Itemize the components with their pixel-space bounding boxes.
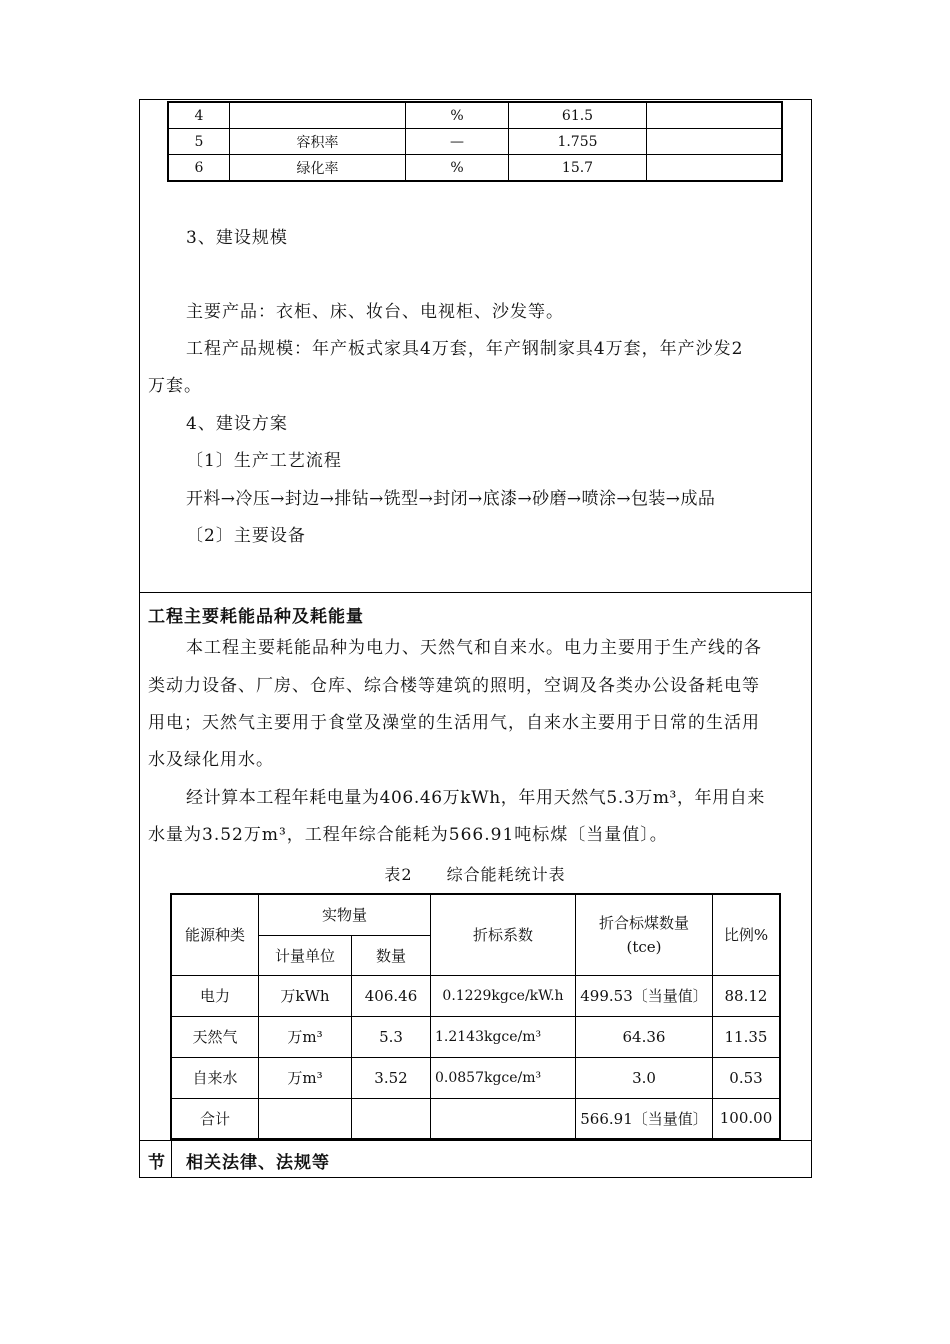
energy-p1-line1: 本工程主要耗能品种为电力、天然气和自来水。电力主要用于生产线的各 <box>186 638 762 658</box>
header-energy-type: 能源种类 <box>171 894 259 975</box>
cell-ratio: 100.00 <box>713 1098 781 1139</box>
cell-no: 6 <box>168 155 230 182</box>
outer-border-bottom <box>139 1177 812 1178</box>
energy-p2-line2: 水量为3.52万m³，工程年综合能耗为566.91吨标煤〔当量值〕。 <box>148 825 668 845</box>
cell-note <box>647 129 783 155</box>
cell-factor: 0.0857kgce/m³ <box>431 1057 576 1098</box>
header-physical: 实物量 <box>259 894 431 935</box>
equipment-title: 〔2〕主要设备 <box>186 526 306 546</box>
cell-factor <box>431 1098 576 1139</box>
section-divider <box>139 592 812 593</box>
header-tce: 折合标煤数量 (tce) <box>576 894 713 975</box>
cell-unit: % <box>406 102 509 129</box>
cell-quantity: 5.3 <box>352 1016 431 1057</box>
energy-p1-line2: 类动力设备、厂房、仓库、综合楼等建筑的照明，空调及各类办公设备耗电等 <box>148 676 760 696</box>
energy-heading: 工程主要耗能品种及耗能量 <box>148 607 364 627</box>
cell-quantity: 406.46 <box>352 975 431 1016</box>
energy-p1-line3: 用电；天然气主要用于食堂及澡堂的生活用气，自来水主要用于日常的生活用 <box>148 713 760 733</box>
table-row <box>168 129 782 155</box>
header-factor: 折标系数 <box>431 894 576 975</box>
cell-factor: 1.2143kgce/m³ <box>431 1016 576 1057</box>
cell-tce: 566.91〔当量值〕 <box>576 1098 713 1139</box>
outer-border-right <box>811 99 812 1178</box>
scale-line1: 工程产品规模：年产板式家具4万套，年产钢制家具4万套，年产沙发2 <box>186 339 744 359</box>
cell-tce: 3.0 <box>576 1057 713 1098</box>
table-row <box>171 1057 780 1098</box>
process-flow-title: 〔1〕生产工艺流程 <box>186 451 342 471</box>
table2-caption: 表2 综合能耗统计表 <box>384 865 566 884</box>
cell-value: 61.5 <box>509 102 647 129</box>
cell-factor: 0.1229kgce/kW.h <box>431 975 576 1016</box>
cell-unit: 万m³ <box>259 1057 352 1098</box>
cell-quantity: 3.52 <box>352 1057 431 1098</box>
cell-note <box>647 155 783 182</box>
cell-name <box>230 102 406 129</box>
cell-tce: 499.53〔当量值〕 <box>576 975 713 1016</box>
cell-unit: 万m³ <box>259 1016 352 1057</box>
section3-title: 3、建设规模 <box>186 228 288 248</box>
header-quantity: 数量 <box>352 935 431 975</box>
scale-line2: 万套。 <box>148 376 202 396</box>
outer-border-left <box>139 99 140 1178</box>
table-row <box>171 1016 780 1057</box>
outer-border-top <box>139 99 812 100</box>
table-row <box>171 1098 780 1139</box>
footer-left-label: 节 <box>148 1153 166 1173</box>
cell-ratio: 0.53 <box>713 1057 781 1098</box>
cell-type: 电力 <box>171 975 259 1016</box>
cell-type: 自来水 <box>171 1057 259 1098</box>
table-row <box>168 155 782 182</box>
cell-unit: 万kWh <box>259 975 352 1016</box>
energy-consumption-table <box>170 893 781 1140</box>
cell-type: 合计 <box>171 1098 259 1139</box>
table-row <box>171 975 780 1016</box>
table-row <box>168 102 782 129</box>
cell-name: 容积率 <box>230 129 406 155</box>
footer-divider <box>139 1140 812 1141</box>
cell-value: 15.7 <box>509 155 647 182</box>
cell-quantity <box>352 1098 431 1139</box>
main-products: 主要产品：衣柜、床、妆台、电视柜、沙发等。 <box>186 302 564 322</box>
footer-column-divider <box>171 1140 172 1178</box>
indicators-table <box>167 101 783 182</box>
cell-no: 5 <box>168 129 230 155</box>
cell-ratio: 88.12 <box>713 975 781 1016</box>
cell-note <box>647 102 783 129</box>
cell-tce: 64.36 <box>576 1016 713 1057</box>
cell-unit: — <box>406 129 509 155</box>
process-flow: 开料→冷压→封边→排钻→铣型→封闭→底漆→砂磨→喷涂→包装→成品 <box>186 489 716 509</box>
energy-p2-line1: 经计算本工程年耗电量为406.46万kWh，年用天然气5.3万m³，年用自来 <box>186 788 765 808</box>
cell-unit <box>259 1098 352 1139</box>
header-unit: 计量单位 <box>259 935 352 975</box>
cell-no: 4 <box>168 102 230 129</box>
section4-title: 4、建设方案 <box>186 414 288 434</box>
cell-unit: % <box>406 155 509 182</box>
header-ratio: 比例% <box>713 894 781 975</box>
cell-name: 绿化率 <box>230 155 406 182</box>
footer-title: 相关法律、法规等 <box>186 1153 330 1173</box>
cell-ratio: 11.35 <box>713 1016 781 1057</box>
cell-value: 1.755 <box>509 129 647 155</box>
cell-type: 天然气 <box>171 1016 259 1057</box>
energy-p1-line4: 水及绿化用水。 <box>148 750 274 770</box>
